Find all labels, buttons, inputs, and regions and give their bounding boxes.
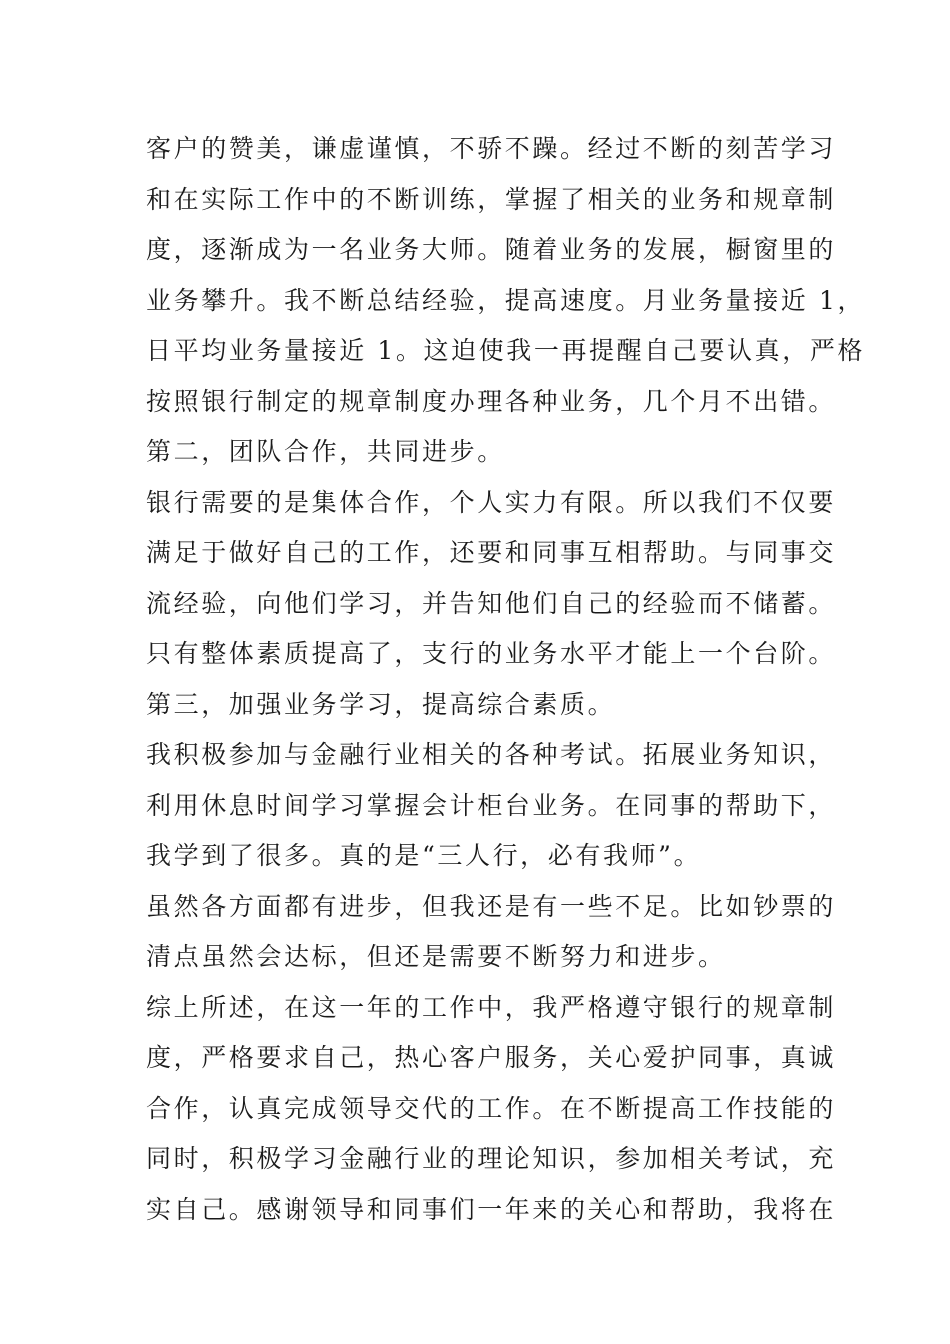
text-line: 利用休息时间学习掌握会计柜台业务。在同事的帮助下， [146, 790, 837, 820]
text-line: 只有整体素质提高了，支行的业务水平才能上一个台阶。 [146, 639, 837, 668]
text-line: 满足于做好自己的工作，还要和同事互相帮助。与同事交 [146, 538, 837, 567]
text-line: 度，逐渐成为一名业务大师。随着业务的发展，橱窗里的 [146, 235, 837, 264]
text-line: 流经验，向他们学习，并告知他们自己的经验而不储蓄。 [146, 588, 837, 618]
text-line: 综上所述，在这一年的工作中，我严格遵守银行的规章制 [146, 992, 837, 1022]
text-line: 日平均业务量接近 1。这迫使我一再提醒自己要认真，严格 [146, 336, 866, 365]
text-line: 银行需要的是集体合作，个人实力有限。所以我们不仅要 [146, 487, 837, 517]
document-body [146, 124, 866, 1235]
section-heading: 第三，加强业务学习，提高综合素质。 [146, 689, 616, 719]
text-line: 度，严格要求自己，热心客户服务，关心爱护同事，真诚 [146, 1043, 837, 1072]
text-line: 虽然各方面都有进步，但我还是有一些不足。比如钞票的 [146, 891, 837, 921]
text-line: 按照银行制定的规章制度办理各种业务，几个月不出错。 [146, 386, 837, 416]
text-line: 业务攀升。我不断总结经验，提高速度。月业务量接近 1， [146, 285, 866, 315]
text-line: 合作，认真完成领导交代的工作。在不断提高工作技能的 [146, 1093, 837, 1123]
text-line: 和在实际工作中的不断训练，掌握了相关的业务和规章制 [146, 184, 837, 214]
text-line: 我积极参加与金融行业相关的各种考试。拓展业务知识， [146, 740, 837, 769]
text-line: 同时，积极学习金融行业的理论知识，参加相关考试，充 [146, 1144, 837, 1173]
section-heading: 第二，团队合作，共同进步。 [146, 437, 505, 466]
text-line: 清点虽然会达标，但还是需要不断努力和进步。 [146, 942, 726, 971]
text-line: 客户的赞美，谦虚谨慎，不骄不躁。经过不断的刻苦学习 [146, 134, 837, 163]
text-line: 我学到了很多。真的是“三人行，必有我师”。 [146, 841, 702, 870]
text-line: 实自己。感谢领导和同事们一年来的关心和帮助，我将在 [146, 1194, 837, 1224]
